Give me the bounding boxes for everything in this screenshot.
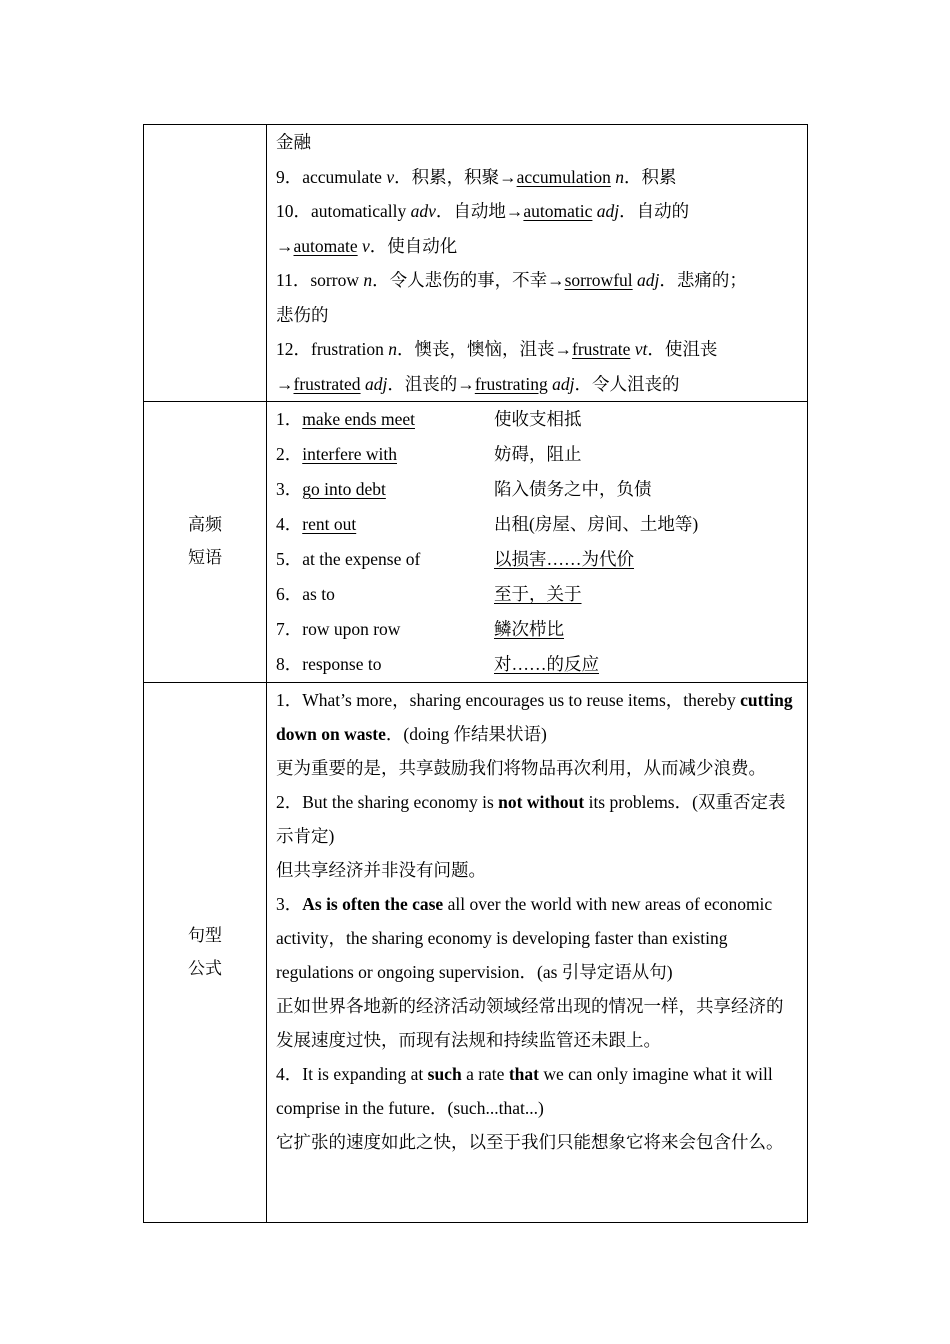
phrase-row: 8．response to 对……的反应 bbox=[276, 654, 599, 674]
phrase-answer: 以损害……为代价 bbox=[494, 549, 634, 569]
vocab-line-12b: →frustrated adj．沮丧的→frustrating adj．令人沮丧的 bbox=[276, 373, 680, 394]
sentence-4: 4．It is expanding at such a rate that we can only imagine what it will comprise in the future．(such...that...) bbox=[276, 1064, 773, 1118]
sentence-1-translation: 更为重要的是，共享鼓励我们将物品再次利用，从而减少浪费。 bbox=[276, 758, 766, 778]
vocab-line-10: 10．automatically adv．自动地→automatic adj．自动的 bbox=[276, 201, 690, 221]
vocabulary-table bbox=[143, 124, 808, 1223]
phrase-row: 5．at the expense of 以损害……为代价 bbox=[276, 542, 797, 577]
phrase-answer: 至于，关于 bbox=[494, 584, 582, 604]
vocab-line-11: 11．sorrow n．令人悲伤的事，不幸→sorrowful adj．悲痛的； bbox=[276, 270, 747, 290]
sentence-3: 3．As is often the case all over the world with new areas of economic activity，the sharing economy is developing faster than existing regulations or ongoing supervision．(as 引导定语从句) bbox=[276, 894, 773, 982]
row-word-forms bbox=[144, 125, 808, 402]
phrase-row: 1．make ends meet 使收支相抵 bbox=[276, 409, 582, 429]
vocab-line-0: 金融 bbox=[276, 132, 311, 152]
answer-frustrating: frustrating bbox=[474, 373, 548, 394]
phrases-label: 高频 短语 bbox=[144, 402, 267, 683]
phrase-answer: 对……的反应 bbox=[494, 654, 599, 674]
phrase-answer: rent out bbox=[302, 514, 357, 534]
row-sentence-patterns bbox=[144, 683, 808, 1223]
answer-frustrated: frustrated bbox=[293, 373, 361, 394]
vocab-line-11b: 悲伤的 bbox=[276, 304, 329, 325]
sentence-3-translation: 正如世界各地新的经济活动领域经常出现的情况一样，共享经济的发展速度过快，而现有法规和持续监管还未跟上。 bbox=[276, 996, 784, 1050]
sentence-2: 2．But the sharing economy is not without its problems．(双重否定表示肯定) bbox=[276, 792, 786, 846]
sentence-4-translation: 它扩张的速度如此之快，以至于我们只能想象它将来会包含什么。 bbox=[276, 1132, 784, 1152]
sentences-cell bbox=[267, 683, 808, 1223]
phrase-row: 6．as to 至于，关于 bbox=[276, 584, 582, 604]
sentence-1: 1．What’s more，sharing encourages us to reuse items，thereby cutting down on waste．(doing 作结果状语) bbox=[276, 690, 793, 744]
vocab-line-10b: →automate v．使自动化 bbox=[276, 235, 458, 256]
answer-automate: automate bbox=[293, 235, 358, 256]
sentence-2-translation: 但共享经济并非没有问题。 bbox=[276, 860, 486, 880]
row-label-empty bbox=[144, 125, 267, 402]
phrase-row: 4．rent out 出租(房屋、房间、土地等) bbox=[276, 514, 699, 534]
phrase-answer: 鳞次栉比 bbox=[494, 619, 564, 639]
sentences-label: 句型 公式 bbox=[144, 683, 267, 1223]
vocab-line-9: 9．accumulate v．积累，积聚→accumulation n．积累 bbox=[276, 166, 677, 187]
answer-frustrate: frustrate bbox=[572, 339, 631, 359]
answer-sorrowful: sorrowful bbox=[564, 270, 633, 290]
phrase-answer: go into debt bbox=[302, 479, 386, 499]
phrase-row: 7．row upon row 鳞次栉比 bbox=[276, 619, 564, 639]
phrase-answer: make ends meet bbox=[302, 409, 415, 429]
vocab-line-12: 12．frustration n．懊丧，懊恼，沮丧→frustrate vt．使沮丧 bbox=[276, 339, 718, 359]
phrase-row: 2．interfere with 妨碍，阻止 bbox=[276, 444, 582, 464]
phrase-row: 3．go into debt 陷入债务之中，负债 bbox=[276, 479, 652, 499]
phrase-answer: interfere with bbox=[302, 444, 397, 464]
answer-automatic: automatic bbox=[523, 201, 593, 221]
answer-accumulation: accumulation bbox=[516, 166, 611, 187]
row-phrases bbox=[144, 402, 808, 683]
phrases-cell bbox=[267, 402, 808, 683]
word-forms-cell bbox=[267, 125, 808, 402]
